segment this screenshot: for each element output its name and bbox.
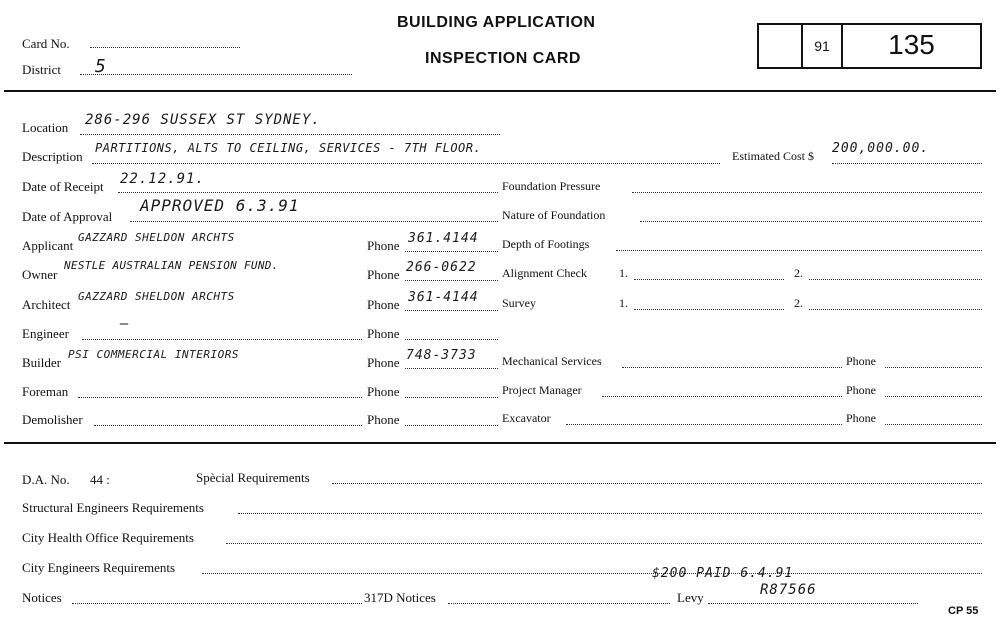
architect-phone-line xyxy=(405,310,498,311)
engineer-phone-label: Phone xyxy=(367,326,400,341)
notices-label: Notices xyxy=(22,590,62,605)
excavator-phone-line xyxy=(885,424,982,425)
date-receipt-value: 22.12.91. xyxy=(120,171,205,187)
project-manager-phone-label: Phone xyxy=(846,383,876,397)
excavator-line xyxy=(566,424,842,425)
project-manager-label: Project Manager xyxy=(502,383,582,397)
structural-requirements-label: Structural Engineers Requirements xyxy=(22,500,204,515)
applicant-phone-line xyxy=(405,251,498,252)
section-divider xyxy=(4,442,996,444)
da-no-label: D.A. No. xyxy=(22,472,70,487)
header-divider xyxy=(4,90,996,92)
date-approval-line xyxy=(130,221,498,222)
survey-n1: 1. xyxy=(619,296,628,310)
mechanical-services-label: Mechanical Services xyxy=(502,354,602,368)
excavator-phone-label: Phone xyxy=(846,411,876,425)
nature-foundation-line xyxy=(640,221,982,222)
owner-value: NESTLE AUSTRALIAN PENSION FUND. xyxy=(64,259,279,272)
health-requirements-label: City Health Office Requirements xyxy=(22,530,194,545)
excavator-label: Excavator xyxy=(502,411,551,425)
alignment-check-label: Alignment Check xyxy=(502,266,587,280)
builder-value: PSI COMMERCIAL INTERIORS xyxy=(68,348,239,361)
estimated-cost-value: 200,000.00. xyxy=(832,141,930,156)
date-receipt-label: Date of Receipt xyxy=(22,179,104,194)
location-label: Location xyxy=(22,120,69,135)
owner-phone: 266-0622 xyxy=(406,260,477,275)
architect-value: GAZZARD SHELDON ARCHTS xyxy=(78,290,235,303)
paid-note: $200 PAID 6.4.91 xyxy=(652,566,794,581)
project-manager-phone-line xyxy=(885,396,982,397)
engineer-value: — xyxy=(120,316,130,332)
date-receipt-line xyxy=(118,192,498,193)
demolisher-phone-line xyxy=(405,425,498,426)
owner-phone-line xyxy=(405,280,498,281)
title-line-2: INSPECTION CARD xyxy=(425,50,581,67)
architect-phone-label: Phone xyxy=(367,297,400,312)
depth-footings-label: Depth of Footings xyxy=(502,237,590,251)
card-number-box xyxy=(757,23,982,69)
survey-n2: 2. xyxy=(794,296,803,310)
district-label: District xyxy=(22,62,61,77)
demolisher-line xyxy=(94,425,362,426)
owner-label: Owner xyxy=(22,267,58,282)
levy-value: R87566 xyxy=(760,582,817,598)
survey-line-1 xyxy=(634,309,784,310)
mechanical-services-line xyxy=(622,367,842,368)
engineer-line xyxy=(82,339,362,340)
district-value: 5 xyxy=(95,56,107,77)
structural-requirements-line xyxy=(238,513,982,514)
foundation-pressure-line xyxy=(632,192,982,193)
demolisher-label: Demolisher xyxy=(22,412,83,427)
engineer-label: Engineer xyxy=(22,326,69,341)
builder-phone-label: Phone xyxy=(367,355,400,370)
foundation-pressure-label: Foundation Pressure xyxy=(502,179,601,193)
owner-phone-label: Phone xyxy=(367,267,400,282)
foreman-line xyxy=(78,397,362,398)
engineers-requirements-label: City Engineers Requirements xyxy=(22,560,176,575)
card-no-line xyxy=(90,47,240,48)
description-label: Description xyxy=(22,149,83,164)
levy-label: Levy xyxy=(677,590,704,605)
date-approval-label: Date of Approval xyxy=(22,209,113,224)
special-requirements-label: Spècial Requirements xyxy=(196,470,310,485)
alignment-check-line-2 xyxy=(809,279,982,280)
engineers-requirements-line xyxy=(202,573,982,574)
location-line xyxy=(80,134,500,135)
da-no-value: 44 : xyxy=(90,472,110,487)
mechanical-services-phone-line xyxy=(885,367,982,368)
engineer-phone-line xyxy=(405,339,498,340)
card-no-label: Card No. xyxy=(22,36,70,51)
survey-line-2 xyxy=(809,309,982,310)
alignment-check-n2: 2. xyxy=(794,266,803,280)
architect-label: Architect xyxy=(22,297,71,312)
project-manager-line xyxy=(602,396,842,397)
card-number-large: 135 xyxy=(888,29,935,60)
applicant-phone: 361.4144 xyxy=(408,231,479,246)
mechanical-services-phone-label: Phone xyxy=(846,354,876,368)
description-value: PARTITIONS, ALTS TO CEILING, SERVICES - 7TH FLOOR. xyxy=(95,141,482,155)
nature-foundation-label: Nature of Foundation xyxy=(502,208,606,222)
notices-line xyxy=(72,603,362,604)
special-requirements-line xyxy=(332,483,982,484)
alignment-check-n1: 1. xyxy=(619,266,628,280)
alignment-check-line-1 xyxy=(634,279,784,280)
card-number-small: 91 xyxy=(814,38,830,54)
depth-footings-line xyxy=(616,250,982,251)
foreman-phone-label: Phone xyxy=(367,384,400,399)
notices-317d-label: 317D Notices xyxy=(364,590,436,605)
form-code: CP 55 xyxy=(948,605,979,617)
builder-phone-line xyxy=(405,368,498,369)
applicant-value: GAZZARD SHELDON ARCHTS xyxy=(78,231,235,244)
builder-label: Builder xyxy=(22,355,61,370)
builder-phone: 748-3733 xyxy=(406,348,477,363)
estimated-cost-line xyxy=(832,163,982,164)
demolisher-phone-label: Phone xyxy=(367,412,400,427)
survey-label: Survey xyxy=(502,296,536,310)
levy-line xyxy=(708,603,918,604)
estimated-cost-label: Estimated Cost $ xyxy=(732,149,814,163)
applicant-label: Applicant xyxy=(22,238,74,253)
district-line xyxy=(80,74,352,75)
foreman-label: Foreman xyxy=(22,384,69,399)
location-value: 286-296 SUSSEX ST SYDNEY. xyxy=(85,112,321,128)
foreman-phone-line xyxy=(405,397,498,398)
architect-phone: 361-4144 xyxy=(408,290,479,305)
notices-317d-line xyxy=(448,603,670,604)
health-requirements-line xyxy=(226,543,982,544)
date-approval-value: APPROVED 6.3.91 xyxy=(140,196,300,215)
description-line xyxy=(92,163,720,164)
title-line-1: BUILDING APPLICATION xyxy=(397,14,596,31)
applicant-phone-label: Phone xyxy=(367,238,400,253)
